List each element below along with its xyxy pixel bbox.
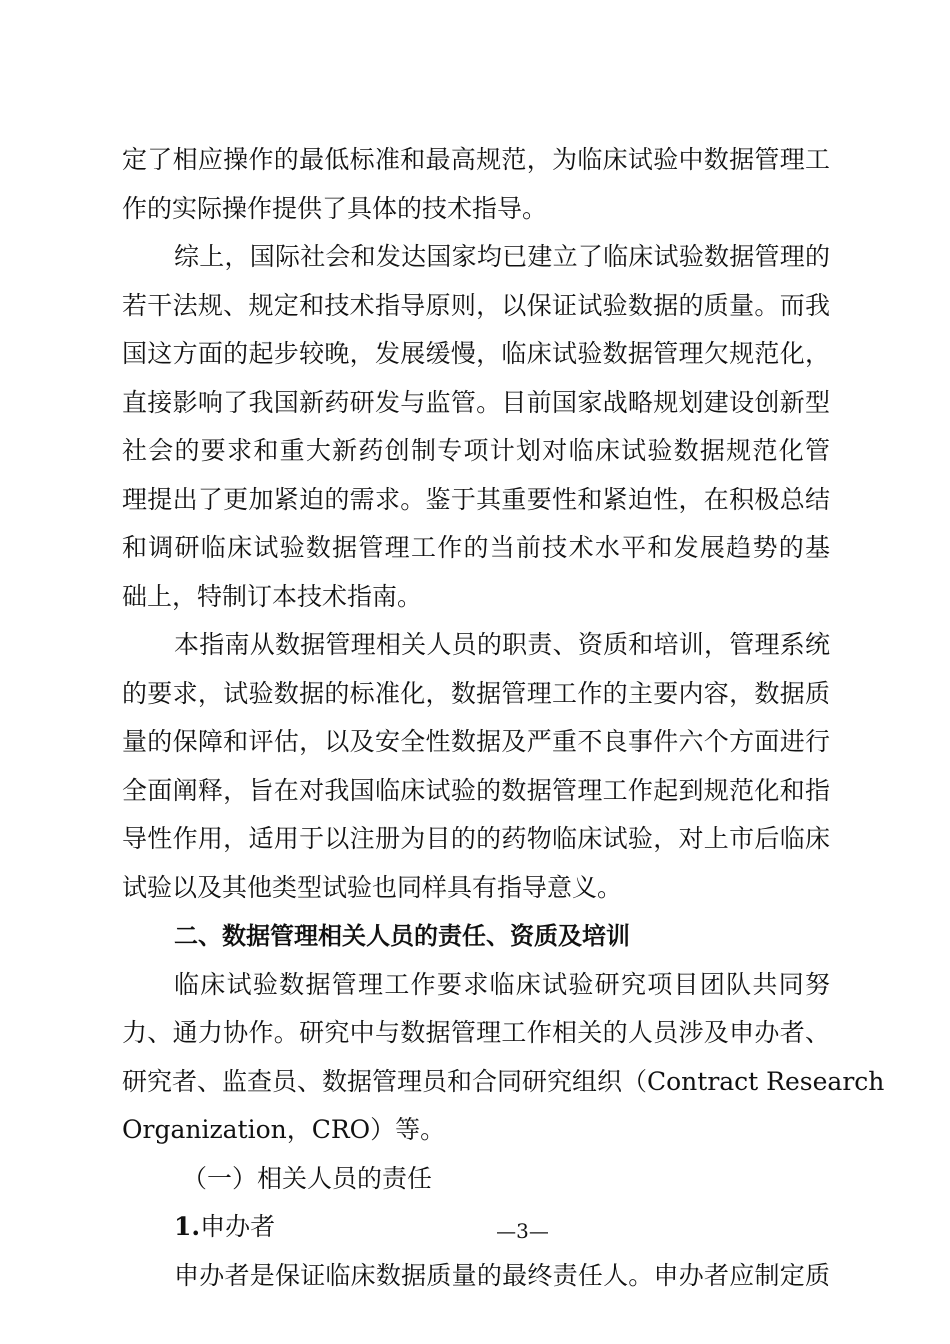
- item-number: 1.: [174, 1212, 201, 1241]
- page-number: —3—: [496, 1219, 549, 1243]
- paragraph-collaboration: [122, 961, 885, 1155]
- text-line: 试验以及其他类型试验也同样具有指导意义。: [122, 872, 623, 902]
- text-line: 直接影响了我国新药研发与监管。目前国家战略规划建设创新型: [122, 387, 830, 417]
- text-line: 力、通力协作。研究中与数据管理工作相关的人员涉及申办者、: [122, 1018, 830, 1047]
- document-body: [122, 136, 885, 1300]
- paragraph-continuation: [122, 136, 830, 233]
- text-line: 的要求，试验数据的标准化，数据管理工作的主要内容，数据质: [122, 678, 830, 708]
- item-title: 申办者: [200, 1212, 276, 1241]
- text-line: 若干法规、规定和技术指导原则，以保证试验数据的质量。而我: [122, 290, 830, 320]
- paragraph-summary: [122, 233, 830, 621]
- text-line: 理提出了更加紧迫的需求。鉴于其重要性和紧迫性，在积极总结: [122, 484, 830, 514]
- text-line: 量的保障和评估，以及安全性数据及严重不良事件六个方面进行: [122, 727, 830, 756]
- text-line: 定了相应操作的最低标准和最高规范，为临床试验中数据管理工: [122, 145, 830, 174]
- text-line: 本指南从数据管理相关人员的职责、资质和培训，管理系统: [174, 630, 830, 659]
- paragraph-scope: [122, 621, 830, 912]
- text-line: 研究者、监查员、数据管理员和合同研究组织（Contract Research: [122, 1066, 885, 1096]
- text-line: 和调研临床试验数据管理工作的当前技术水平和发展趋势的基: [122, 533, 830, 562]
- subsection-heading: （一）相关人员的责任: [182, 1163, 433, 1193]
- text-line: 临床试验数据管理工作要求临床试验研究项目团队共同努: [174, 969, 830, 999]
- text-line: 社会的要求和重大新药创制专项计划对临床试验数据规范化管: [122, 436, 830, 465]
- item-paragraph: 申办者是保证临床数据质量的最终责任人。申办者应制定质: [174, 1260, 830, 1290]
- text-line: 综上，国际社会和发达国家均已建立了临床试验数据管理的: [174, 242, 830, 271]
- text-line: 国这方面的起步较晚，发展缓慢，临床试验数据管理欠规范化，: [122, 339, 830, 368]
- section-heading: 二、数据管理相关人员的责任、资质及培训: [174, 922, 630, 950]
- text-line: 导性作用，适用于以注册为目的的药物临床试验，对上市后临床: [122, 824, 830, 853]
- text-line: Organization，CRO）等。: [122, 1115, 446, 1144]
- text-line: 作的实际操作提供了具体的技术指导。: [122, 193, 548, 223]
- text-line: 全面阐释，旨在对我国临床试验的数据管理工作起到规范化和指: [122, 775, 830, 805]
- text-line: 础上，特制订本技术指南。: [122, 581, 423, 611]
